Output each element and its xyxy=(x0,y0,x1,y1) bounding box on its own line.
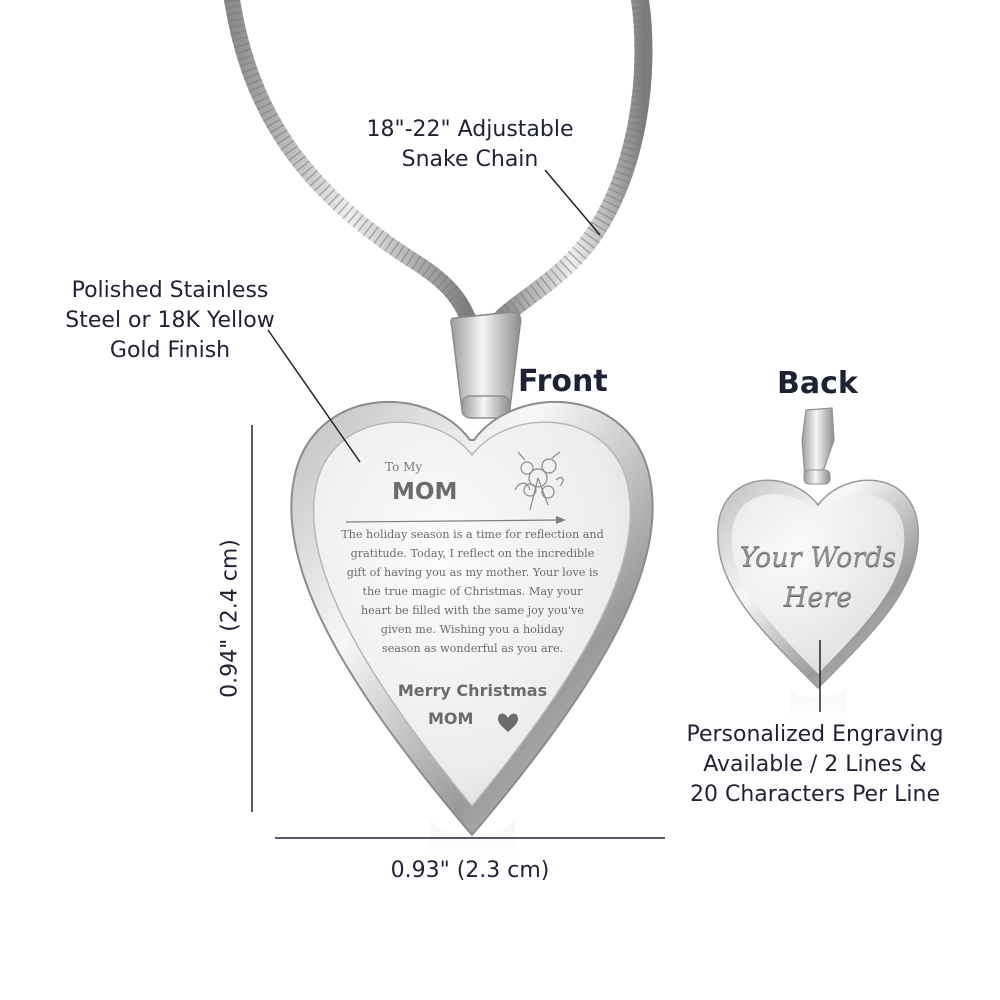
front-heading: Front xyxy=(518,364,608,399)
back-engraving-line: Your Words xyxy=(739,542,897,573)
chain-leader-line xyxy=(545,170,600,235)
message-line: given me. Wishing you a holiday xyxy=(380,623,565,636)
height-dimension-label: 0.94" (2.4 cm) xyxy=(217,539,243,698)
engraving-recipient: MOM xyxy=(392,479,458,505)
engraving-to-my: To My xyxy=(385,460,423,474)
engraving-signature: MOM xyxy=(428,709,474,728)
message-line: The holiday season is a time for reflection and xyxy=(341,528,604,541)
front-engraving xyxy=(300,455,645,775)
message-line: heart be filled with the same joy you've xyxy=(360,604,585,617)
annotation-line: Available / 2 Lines & xyxy=(703,752,927,777)
annotation-line: Personalized Engraving xyxy=(686,722,944,747)
message-line: season as wonderful as you are. xyxy=(381,642,564,655)
finish-annotation xyxy=(40,276,300,366)
annotation-line: 18"-22" Adjustable xyxy=(366,117,574,142)
width-dimension-label: 0.93" (2.3 cm) xyxy=(390,858,550,883)
annotation-line: Snake Chain xyxy=(401,147,539,172)
annotation-line: Steel or 18K Yellow xyxy=(65,308,275,333)
engraving-annotation xyxy=(655,720,975,810)
back-heading: Back xyxy=(777,366,858,401)
chain-annotation xyxy=(330,115,610,175)
back-bail xyxy=(802,408,834,480)
message-line: gratitude. Today, I reflect on the incredible xyxy=(350,547,595,560)
back-engraving-line: Here xyxy=(783,582,853,613)
engraving-message xyxy=(300,525,645,658)
message-line: gift of having you as my mother. Your love is xyxy=(346,566,599,579)
annotation-line: Polished Stainless xyxy=(71,278,269,303)
engraving-closing: Merry Christmas xyxy=(397,681,548,700)
annotation-line: 20 Characters Per Line xyxy=(690,782,940,807)
annotation-line: Gold Finish xyxy=(109,338,231,363)
back-engraving xyxy=(718,538,918,618)
message-line: the true magic of Christmas. May your xyxy=(362,585,583,598)
